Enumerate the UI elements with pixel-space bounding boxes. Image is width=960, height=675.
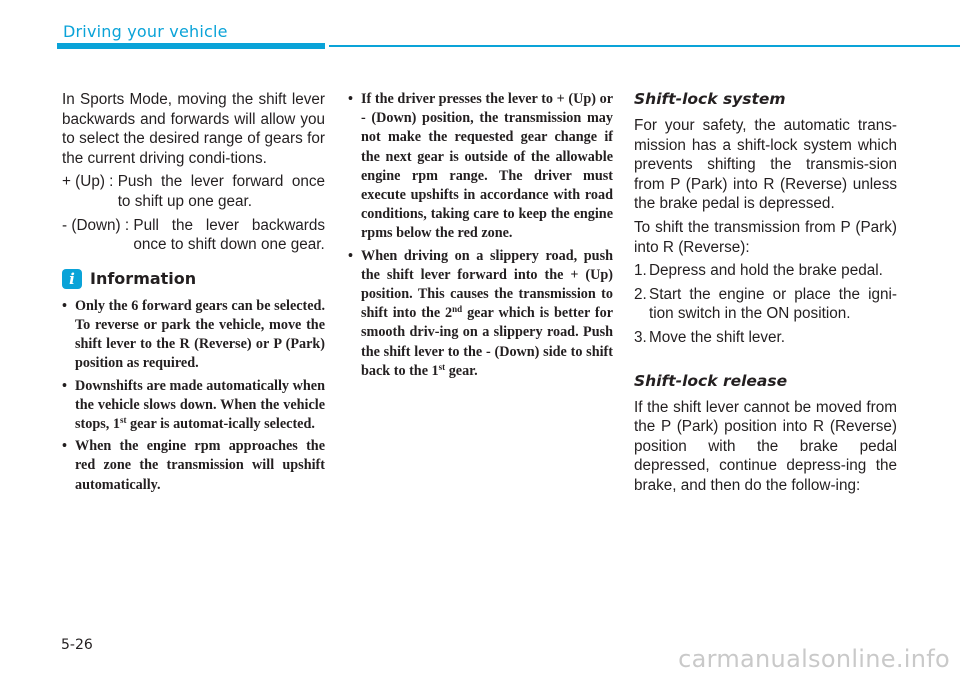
information-list [62,297,325,495]
page-number: 5-26 [61,637,93,653]
down-description [62,216,325,255]
bullet-text: When driving on a slippery road, push the shift lever forward into the + (Up) position. This causes the transmission to shift into the 2nd gear which is better for smooth driv-ing on a slippery road. Push the shift lever to the - (Down) side to shift back to the 1st gear. [361,247,613,379]
bullet-icon: • [62,297,67,314]
section-title: Driving your vehicle [63,22,228,41]
shift-lock-release-heading: Shift-lock release [634,371,788,390]
column-left [62,90,325,498]
bullet-text: Downshifts are made automatically when the vehicle slows down. When the vehicle stops, 1st gear is automat-ically selected. [75,377,325,432]
sports-mode-intro: In Sports Mode, moving the shift lever backwards and forwards will allow you to select the desired range of gears for the current driving condi-tions. [62,91,325,167]
information-icon: i [62,269,82,289]
shift-lock-release-text: If the shift lever cannot be moved from the P (Park) position into R (Reverse) position with the brake pedal depressed, continue depress-ing the brake, and then do the follow-ing: [634,398,897,494]
down-prefix: - (Down) : [62,216,134,234]
list-item [348,90,613,244]
step-item: 2. Start the engine or place the igni-tion switch in the ON position. [634,285,897,323]
bullet-icon: • [348,247,353,264]
shift-lock-system-heading: Shift-lock system [634,90,786,108]
bullet-text: When the engine rpm approaches the red zone the transmission will upshift automatically. [75,438,325,493]
up-text: Push the lever forward once to shift up one gear. [117,173,325,210]
bullet-icon: • [348,91,353,107]
list-item [62,297,325,374]
step-item: 1. Depress and hold the brake pedal. [634,262,883,280]
bullet-icon: • [62,438,67,455]
information-header [62,269,325,289]
shift-instructions-intro: To shift the transmission from P (Park) into R (Reverse): [634,218,897,256]
column-middle [348,90,613,384]
list-item [62,377,325,435]
down-text: Pull the lever backwards once to shift down one gear. [133,216,325,254]
list-item [62,437,325,495]
list-item [348,247,613,381]
header-rule-thick [57,43,325,49]
information-list-continued [348,90,613,381]
shift-lock-description: For your safety, the automatic trans-mission has a shift-lock system which prevents shifting the transmis-sion from P (Park) into R (Reverse) unless the brake pedal is depressed. [634,117,897,213]
up-prefix: + (Up) : [62,173,118,191]
up-description [62,172,325,211]
bullet-text: Only the 6 forward gears can be selected. To reverse or park the vehicle, move the shift lever to the R (Reverse) or P (Park) position as required. [75,297,325,372]
bullet-text: If the driver presses the lever to + (Up) or - (Down) position, the transmission may not make the requested gear change if the next gear is outside of the allowable engine rpm range. The driver must execute upshifts in accordance with road conditions, taking care to keep the engine rpms below the red zone. [361,91,613,242]
watermark: carmanualsonline.info [678,645,950,673]
bullet-icon: • [62,377,67,394]
information-title: Information [90,269,197,289]
step-item: 3. Move the shift lever. [634,328,786,346]
column-right [634,90,897,500]
header-rule-thin [329,45,960,47]
